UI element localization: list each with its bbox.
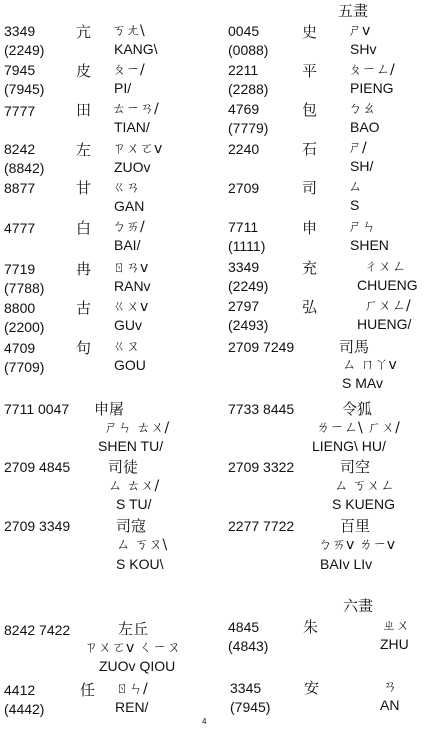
entry-code: 4845 [228,619,260,635]
entry-zhuyin: ㄍㄢ [112,180,140,196]
entry-alt-code: (2493) [228,317,269,333]
entry-character: 任 [80,681,96,699]
entry-zhuyin: ㄊㄧㄢ/ [112,101,159,117]
entry-romanization: SHEN [350,237,389,253]
entry-code: 8242 7422 [4,622,71,638]
entry-code: 2709 7249 [228,339,295,355]
entry-romanization: SH/ [350,158,374,174]
entry-character: 皮 [76,62,92,80]
entry-romanization: ZHU [380,636,409,652]
entry-alt-code: (2249) [4,42,45,58]
entry-zhuyin: ㄍㄡ [112,339,140,355]
entry-zhuyin: ㄆㄧ/ [112,62,145,78]
entry-code: 8877 [4,180,36,196]
entry-romanization: GAN [114,198,145,214]
entry-characters: 司空 [340,458,371,476]
entry-romanization: SHEN TU/ [98,438,164,454]
entry-code: 2277 7722 [228,518,295,534]
entry-romanization: S [350,197,360,213]
entry-character: 史 [302,23,318,41]
entry-zhuyin: ㄙ ㄎㄨㄥ [334,478,395,494]
entry-characters: 左丘 [118,620,149,638]
entry-zhuyin: ㄙ [348,179,362,195]
page-number: 4 [202,717,207,726]
entry-code: 7711 0047 [4,401,70,417]
entry-code: 2240 [228,141,260,157]
entry-alt-code: (7779) [228,120,269,136]
entry-romanization: BAI/ [114,237,141,253]
entry-code: 0045 [228,23,260,39]
entry-zhuyin: ㄕㄣ [348,219,376,235]
entry-zhuyin: ㄅㄞv ㄌㄧv [318,537,396,553]
entry-code: 7711 [228,219,259,235]
entry-character: 冉 [76,260,92,278]
entry-character: 朱 [303,618,319,636]
entry-code: 7733 8445 [228,401,295,417]
entry-romanization: ZUOv QIOU [99,658,176,674]
entry-zhuyin: ㄙ ㄇㄚv [342,357,397,373]
entry-code: 2709 4845 [4,459,71,475]
entry-romanization: RANv [114,278,151,294]
entry-zhuyin: ㄙ ㄎㄡ\ [116,537,168,553]
entry-code: 2709 3349 [4,518,71,534]
entry-character: 古 [76,299,92,317]
entry-code: 8242 [4,141,36,157]
entry-character: 石 [302,140,318,158]
entry-character: 申 [302,219,318,237]
section-header-five-strokes: 五畫 [338,2,369,20]
entry-romanization: PI/ [114,80,132,96]
entry-characters: 令狐 [342,400,373,418]
entry-alt-code: (4843) [228,638,269,654]
entry-code: 2709 3322 [228,459,295,475]
entry-zhuyin: ㄕㄣ ㄊㄨ/ [104,420,170,436]
entry-romanization: BAO [350,119,380,135]
entry-zhuyin: ㄎㄤ\ [112,23,145,39]
entry-characters: 百里 [340,517,371,535]
entry-code: 7719 [4,261,36,277]
entry-zhuyin: ㄌㄧㄥ\ ㄏㄨ/ [316,420,400,436]
entry-zhuyin: ㄍㄨv [112,299,149,315]
entry-character: 左 [76,141,92,159]
entry-romanization: S MAv [342,375,383,391]
entry-zhuyin: ㄙ ㄊㄨ/ [108,478,160,494]
entry-code: 2211 [228,62,259,78]
entry-character: 白 [76,219,92,237]
entry-code: 4769 [228,101,260,117]
entry-romanization: GOU [114,357,146,373]
entry-code: 2797 [228,298,260,314]
entry-code: 7777 [4,103,36,119]
entry-alt-code: (7945) [4,81,45,97]
entry-romanization: S KOU\ [116,556,164,572]
entry-zhuyin: ㄖㄣ/ [115,681,148,697]
entry-character: 包 [302,101,318,119]
entry-code: 3349 [228,259,260,275]
entry-code: 8800 [4,300,36,316]
entry-character: 田 [76,101,92,119]
entry-characters: 司寇 [116,517,147,535]
entry-character: 弘 [302,298,318,316]
entry-code: 4709 [4,340,36,356]
entry-character: 句 [76,339,92,357]
entry-zhuyin: ㄓㄨ [382,618,410,634]
entry-alt-code: (1111) [228,238,266,254]
entry-alt-code: (0088) [228,42,269,58]
entry-code: 4412 [4,682,36,698]
entry-alt-code: (8842) [4,160,45,176]
entry-zhuyin: ㄔㄨㄥ [364,259,406,275]
entry-romanization: PIENG [350,80,394,96]
entry-alt-code: (2200) [4,319,45,335]
entry-romanization: KANG\ [114,41,158,57]
entry-character: 安 [304,679,320,697]
section-header-six-strokes: 六畫 [343,597,374,615]
entry-romanization: GUv [114,317,142,333]
entry-zhuyin: ㄆㄧㄥ/ [348,62,395,78]
entry-code: 2709 [228,180,260,196]
entry-zhuyin: ㄕv [348,23,371,39]
entry-romanization: ZUOv [114,159,151,175]
entry-character: 甘 [76,179,92,197]
entry-romanization: S KUENG [332,496,396,512]
entry-romanization: SHv [350,41,377,57]
entry-character: 充 [302,259,318,277]
entry-romanization: AN [380,697,400,713]
entry-romanization: REN/ [115,699,149,715]
entry-zhuyin: ㄗㄨㄛv [112,141,163,157]
entry-alt-code: (7709) [4,359,45,375]
entry-character: 平 [302,62,318,80]
entry-romanization: LIENG\ HU/ [312,438,386,454]
entry-character: 亢 [76,23,92,41]
entry-romanization: HUENG/ [357,316,412,332]
entry-zhuyin: ㄅㄞ/ [112,219,145,235]
entry-zhuyin: ㄖㄢv [112,260,149,276]
entry-alt-code: (4442) [4,701,45,717]
entry-romanization: S TU/ [116,496,152,512]
entry-romanization: BAIv LIv [320,556,373,572]
entry-code: 4777 [4,220,36,236]
entry-code: 3345 [230,680,262,696]
entry-alt-code: (7788) [4,280,45,296]
entry-character: 司 [302,179,318,197]
entry-romanization: TIAN/ [114,119,150,135]
entry-zhuyin: ㄢ [383,679,397,695]
entry-characters: 司徒 [108,458,139,476]
entry-romanization: CHUENG [357,277,418,293]
entry-characters: 司馬 [339,338,370,356]
entry-zhuyin: ㄕ/ [348,140,367,156]
entry-code: 7945 [4,62,36,78]
entry-zhuyin: ㄅㄠ [348,101,376,117]
entry-characters: 申屠 [94,400,125,418]
entry-alt-code: (2249) [228,278,269,294]
entry-alt-code: (2288) [228,81,269,97]
entry-zhuyin: ㄏㄨㄥ/ [364,298,411,314]
entry-alt-code: (7945) [230,699,271,715]
entry-code: 3349 [4,23,36,39]
entry-zhuyin: ㄗㄨㄛv ㄑㄧㄡ [84,640,181,656]
